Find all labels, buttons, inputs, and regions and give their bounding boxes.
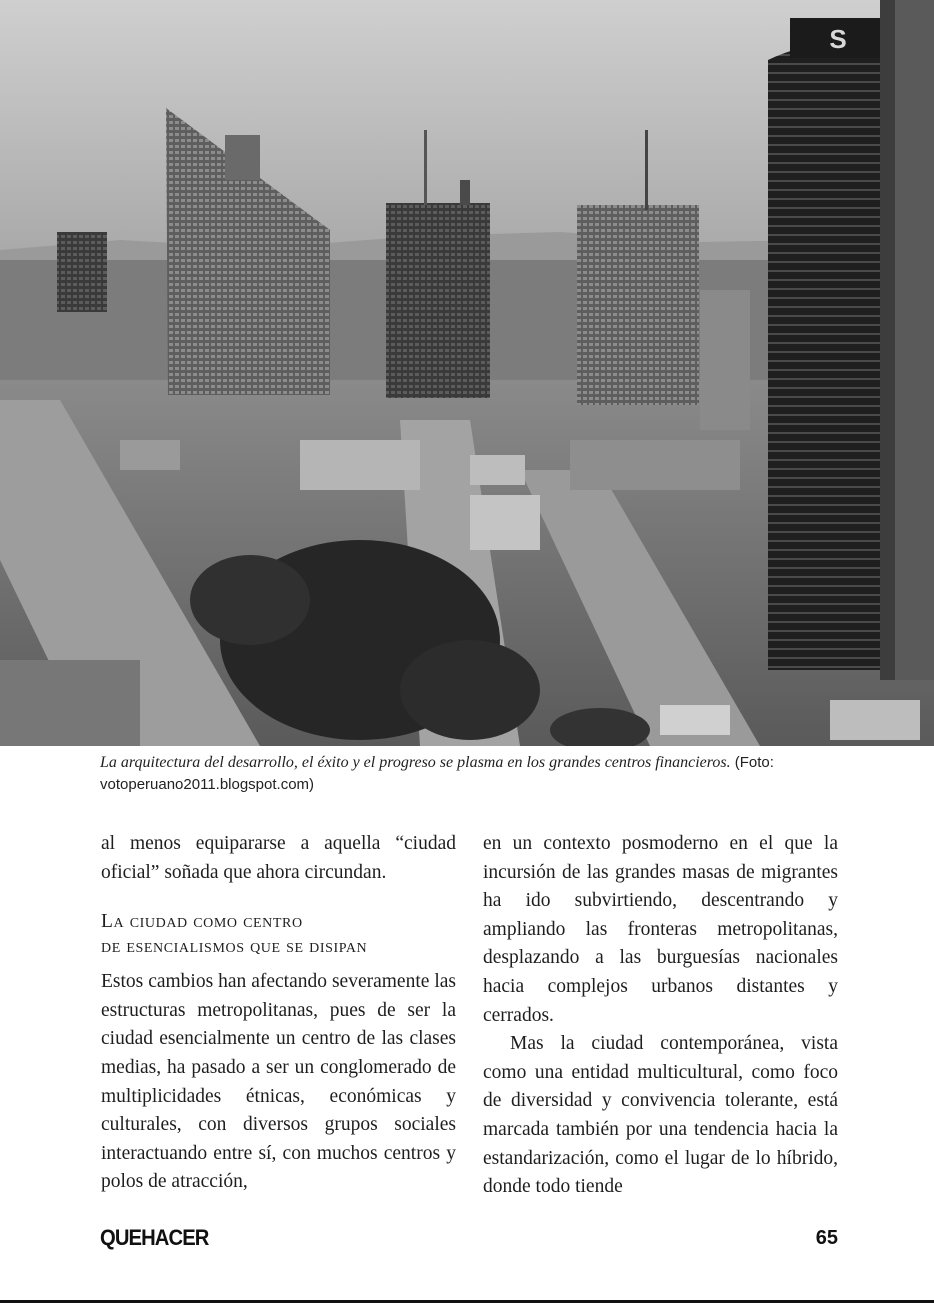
right-body-paragraph-1: en un contexto posmoderno en el que la incursión de las grandes masas de migrantes ha ido subvirtiendo, descentrando y ampliando las fronteras metropolitanas, desplazando a las burguesías nacionales hacia complejos urbanos distantes y cerrados. [483, 833, 838, 1026]
right-body-paragraph-2: Mas la ciudad contemporánea, vista como una entidad multicultural, como foco de diversidad y convivencia tolerante, está marcada también por una tendencia hacia la estandarización, como el lugar de lo híbrido, donde todo tiende [483, 1033, 838, 1198]
magazine-logo: QUEHACER [100, 1225, 209, 1250]
page-number: 65 [815, 1227, 838, 1249]
left-body-paragraph: Estos cambios han afectando severamente las estructuras metropolitanas, pues de ser la ciudad esencialmente un centro de las clases medias, ha pasado a ser un conglomerado de multiplicidades étnicas, económicas y culturales, con diversos grupos sociales interactuando entre sí, con muchos centros y polos de atracción, [101, 971, 456, 1193]
photo-caption [100, 752, 840, 796]
left-column [101, 830, 456, 1197]
section-heading [101, 909, 456, 959]
caption-photo-credit: (Foto: votoperuano2011.blogspot.com) [100, 754, 774, 793]
caption-text: La arquitectura del desarrollo, el éxito y el progreso se plasma en los grandes centros financieros. [100, 754, 731, 771]
right-column [483, 830, 838, 1202]
section-heading-line-2: de esencialismos que se disipan [101, 936, 368, 958]
left-intro-paragraph: al menos equipararse a aquella “ciudad oficial” soñada que ahora circundan. [101, 833, 456, 883]
bottom-rule [0, 1300, 934, 1303]
section-heading-line-1: La ciudad como centro [101, 911, 303, 933]
svg-text:S: S [829, 24, 847, 54]
